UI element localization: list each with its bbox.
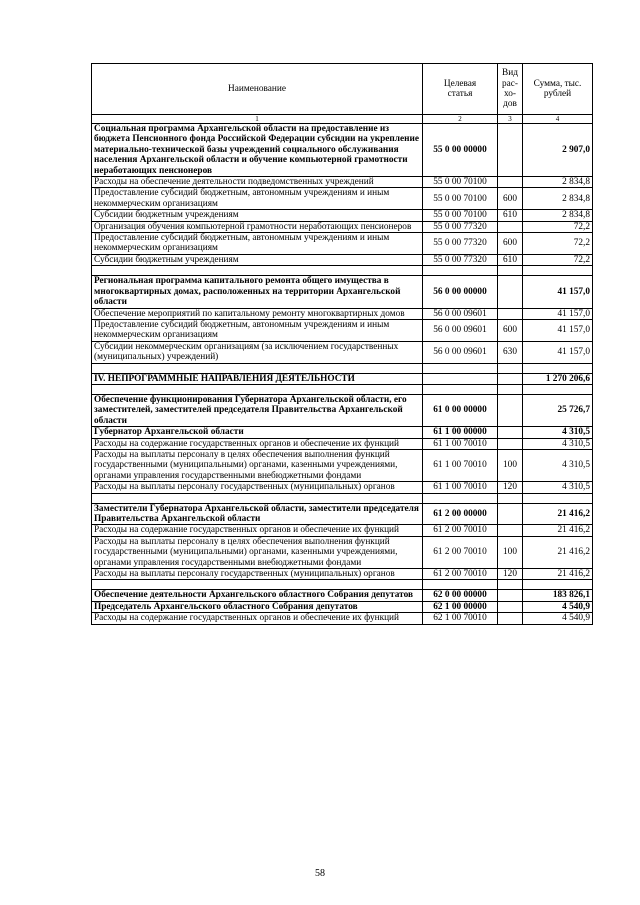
row-target-article: 61 2 00 00000	[423, 503, 498, 525]
row-name: Расходы на выплаты персоналу в целях обеспечения выполнения функций государственными (муниципальными) органами, казенными учреждениями, органами управления государственными внебюджетными фондами	[92, 536, 423, 568]
table-row	[92, 177, 593, 188]
row-sum: 21 416,2	[523, 536, 593, 568]
row-name: IV. НЕПРОГРАММНЫЕ НАПРАВЛЕНИЯ ДЕЯТЕЛЬНОСТИ	[92, 373, 423, 384]
row-target-article: 61 1 00 70010	[423, 482, 498, 493]
table-header-row	[92, 64, 593, 115]
column-number: 3	[498, 115, 523, 124]
row-target-article: 61 2 00 70010	[423, 536, 498, 568]
table-row	[92, 124, 593, 177]
table-row	[92, 210, 593, 221]
table-body	[92, 124, 593, 625]
row-sum: 4 310,5	[523, 427, 593, 438]
table-row	[92, 438, 593, 449]
table-row	[92, 569, 593, 580]
empty-cell	[92, 580, 423, 590]
row-target-article: 61 2 00 70010	[423, 525, 498, 536]
budget-table	[91, 63, 593, 625]
row-name: Заместители Губернатора Архангельской области, заместители председателя Правительства Архангельской области	[92, 503, 423, 525]
table-row	[92, 525, 593, 536]
row-sum: 72,2	[523, 254, 593, 265]
table-row	[92, 536, 593, 568]
table-row	[92, 233, 593, 255]
row-target-article: 62 1 00 00000	[423, 601, 498, 612]
row-expense-kind: 600	[498, 188, 523, 210]
empty-cell	[92, 493, 423, 503]
table-row	[92, 221, 593, 232]
row-target-article: 61 1 00 70010	[423, 449, 498, 481]
row-target-article: 61 0 00 00000	[423, 394, 498, 426]
row-name: Субсидии некоммерческим организациям (за исключением государственных (муниципальных) учреждений)	[92, 341, 423, 363]
empty-cell	[92, 363, 423, 373]
budget-document	[91, 63, 592, 625]
row-expense-kind: 600	[498, 319, 523, 341]
row-expense-kind	[498, 124, 523, 177]
column-number: 4	[523, 115, 593, 124]
row-sum: 41 157,0	[523, 341, 593, 363]
row-sum: 2 834,8	[523, 188, 593, 210]
row-name: Расходы на выплаты персоналу государственных (муниципальных) органов	[92, 482, 423, 493]
row-target-article: 62 0 00 00000	[423, 590, 498, 601]
row-target-article: 56 0 00 09601	[423, 319, 498, 341]
row-expense-kind	[498, 525, 523, 536]
row-sum: 41 157,0	[523, 308, 593, 319]
row-expense-kind	[498, 308, 523, 319]
row-sum: 72,2	[523, 221, 593, 232]
row-expense-kind: 120	[498, 569, 523, 580]
header-expense-kind: Вид рас-хо-дов	[498, 64, 523, 115]
table-row	[92, 601, 593, 612]
empty-cell	[423, 580, 498, 590]
header-name: Наименование	[92, 64, 423, 115]
row-expense-kind: 630	[498, 341, 523, 363]
row-name: Расходы на выплаты персоналу в целях обеспечения выполнения функций государственными (муниципальными) органами, казенными учреждениями, органами управления государственными внебюджетными фондами	[92, 449, 423, 481]
empty-cell	[92, 266, 423, 276]
row-target-article: 61 1 00 00000	[423, 427, 498, 438]
table-row	[92, 188, 593, 210]
table-row	[92, 373, 593, 384]
row-name: Субсидии бюджетным учреждениям	[92, 210, 423, 221]
table-row	[92, 254, 593, 265]
row-sum: 41 157,0	[523, 319, 593, 341]
row-target-article: 55 0 00 77320	[423, 221, 498, 232]
row-expense-kind	[498, 276, 523, 308]
row-expense-kind: 600	[498, 233, 523, 255]
row-expense-kind	[498, 613, 523, 624]
row-name: Предоставление субсидий бюджетным, автономным учреждениям и иным некоммерческим организациям	[92, 188, 423, 210]
row-sum: 1 270 206,6	[523, 373, 593, 384]
row-target-article: 55 0 00 00000	[423, 124, 498, 177]
row-expense-kind	[498, 427, 523, 438]
row-sum: 4 540,9	[523, 601, 593, 612]
row-name: Расходы на содержание государственных органов и обеспечение их функций	[92, 613, 423, 624]
table-row	[92, 341, 593, 363]
row-target-article: 55 0 00 77320	[423, 233, 498, 255]
spacer-row	[92, 266, 593, 276]
spacer-row	[92, 384, 593, 394]
row-expense-kind: 610	[498, 254, 523, 265]
table-row	[92, 308, 593, 319]
row-name: Организация обучения компьютерной грамотности неработающих пенсионеров	[92, 221, 423, 232]
row-sum: 21 416,2	[523, 525, 593, 536]
row-target-article	[423, 373, 498, 384]
column-number: 2	[423, 115, 498, 124]
spacer-row	[92, 493, 593, 503]
row-name: Губернатор Архангельской области	[92, 427, 423, 438]
row-target-article: 56 0 00 00000	[423, 276, 498, 308]
row-name: Расходы на выплаты персоналу государственных (муниципальных) органов	[92, 569, 423, 580]
row-expense-kind	[498, 438, 523, 449]
table-row	[92, 449, 593, 481]
row-sum: 2 834,8	[523, 177, 593, 188]
row-name: Обеспечение деятельности Архангельского областного Собрания депутатов	[92, 590, 423, 601]
empty-cell	[523, 266, 593, 276]
row-expense-kind	[498, 601, 523, 612]
row-target-article: 55 0 00 70100	[423, 188, 498, 210]
row-sum: 4 540,9	[523, 613, 593, 624]
empty-cell	[498, 363, 523, 373]
table-row	[92, 613, 593, 624]
empty-cell	[423, 384, 498, 394]
row-expense-kind	[498, 177, 523, 188]
column-number: 1	[92, 115, 423, 124]
row-expense-kind	[498, 373, 523, 384]
row-sum: 4 310,5	[523, 438, 593, 449]
row-name: Субсидии бюджетным учреждениям	[92, 254, 423, 265]
row-target-article: 55 0 00 77320	[423, 254, 498, 265]
page-number: 58	[315, 868, 325, 879]
table-row	[92, 394, 593, 426]
row-sum: 21 416,2	[523, 569, 593, 580]
row-target-article: 55 0 00 70100	[423, 210, 498, 221]
empty-cell	[423, 363, 498, 373]
table-row	[92, 276, 593, 308]
table-row	[92, 427, 593, 438]
row-name: Региональная программа капитального ремонта общего имущества в многоквартирных домах, расположенных на территории Архангельской области	[92, 276, 423, 308]
row-name: Расходы на содержание государственных органов и обеспечение их функций	[92, 438, 423, 449]
row-name: Социальная программа Архангельской области на предоставление из бюджета Пенсионного фонда Российской Федерации субсидии на укрепление материально-технической базы учреждений социального обслуживания населения Архангельской области и обучение компьютерной грамотности неработающих пенсионеров	[92, 124, 423, 177]
row-target-article: 62 1 00 70010	[423, 613, 498, 624]
row-sum: 41 157,0	[523, 276, 593, 308]
empty-cell	[523, 493, 593, 503]
empty-cell	[498, 266, 523, 276]
empty-cell	[523, 384, 593, 394]
row-name: Председатель Архангельского областного Собрания депутатов	[92, 601, 423, 612]
row-name: Расходы на содержание государственных органов и обеспечение их функций	[92, 525, 423, 536]
table-row	[92, 590, 593, 601]
row-name: Расходы на обеспечение деятельности подведомственных учреждений	[92, 177, 423, 188]
spacer-row	[92, 580, 593, 590]
row-expense-kind: 120	[498, 482, 523, 493]
empty-cell	[92, 384, 423, 394]
empty-cell	[498, 493, 523, 503]
row-expense-kind	[498, 394, 523, 426]
row-name: Предоставление субсидий бюджетным, автономным учреждениям и иным некоммерческим организациям	[92, 319, 423, 341]
row-target-article: 61 2 00 70010	[423, 569, 498, 580]
empty-cell	[523, 363, 593, 373]
table-row	[92, 482, 593, 493]
row-target-article: 56 0 00 09601	[423, 308, 498, 319]
row-target-article: 55 0 00 70100	[423, 177, 498, 188]
row-sum: 4 310,5	[523, 482, 593, 493]
row-name: Обеспечение мероприятий по капитальному ремонту многоквартирных домов	[92, 308, 423, 319]
empty-cell	[498, 384, 523, 394]
row-sum: 72,2	[523, 233, 593, 255]
row-name: Обеспечение функционирования Губернатора Архангельской области, его заместителей, заместителей председателя Правительства Архангельской области	[92, 394, 423, 426]
empty-cell	[523, 580, 593, 590]
table-row	[92, 319, 593, 341]
row-sum: 21 416,2	[523, 503, 593, 525]
header-target-article: Целевая статья	[423, 64, 498, 115]
row-name: Предоставление субсидий бюджетным, автономным учреждениям и иным некоммерческим организациям	[92, 233, 423, 255]
row-sum: 2 834,8	[523, 210, 593, 221]
column-number-row	[92, 115, 593, 124]
header-sum: Сумма, тыс. рублей	[523, 64, 593, 115]
row-expense-kind	[498, 590, 523, 601]
row-target-article: 56 0 00 09601	[423, 341, 498, 363]
row-expense-kind: 100	[498, 536, 523, 568]
row-expense-kind	[498, 221, 523, 232]
table-row	[92, 503, 593, 525]
spacer-row	[92, 363, 593, 373]
row-expense-kind: 610	[498, 210, 523, 221]
row-sum: 25 726,7	[523, 394, 593, 426]
empty-cell	[423, 266, 498, 276]
row-expense-kind: 100	[498, 449, 523, 481]
row-expense-kind	[498, 503, 523, 525]
row-sum: 2 907,0	[523, 124, 593, 177]
row-target-article: 61 1 00 70010	[423, 438, 498, 449]
row-sum: 183 826,1	[523, 590, 593, 601]
row-sum: 4 310,5	[523, 449, 593, 481]
empty-cell	[423, 493, 498, 503]
empty-cell	[498, 580, 523, 590]
